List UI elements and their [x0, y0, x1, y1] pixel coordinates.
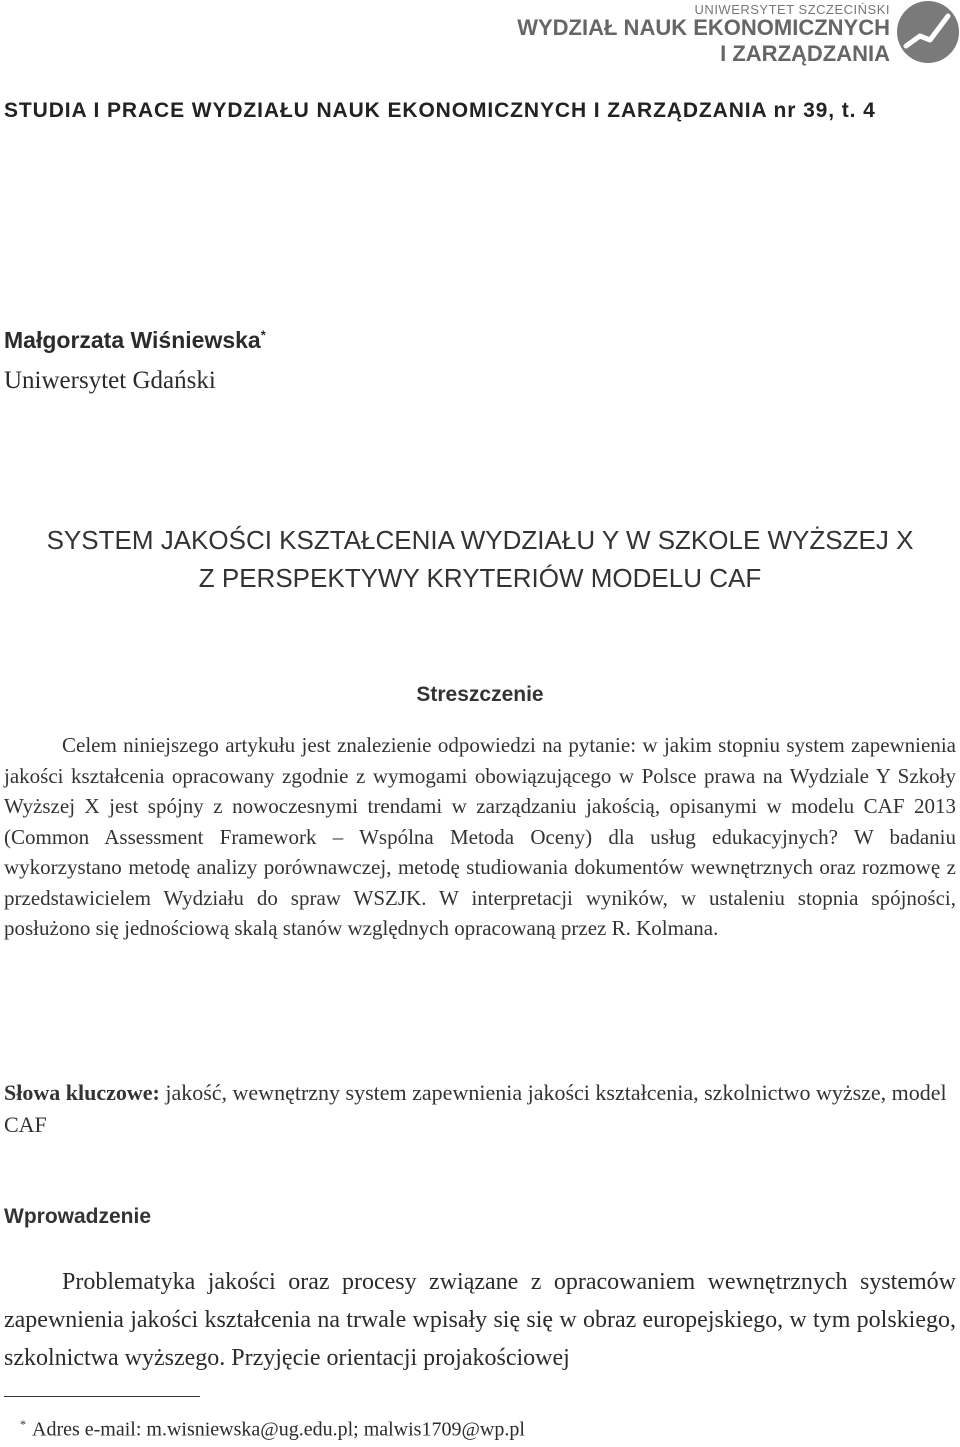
keywords-label: Słowa kluczowe: — [4, 1080, 160, 1105]
keywords — [4, 1077, 956, 1141]
footnote-divider — [4, 1396, 200, 1397]
footnote-mark: * — [20, 1417, 26, 1431]
abstract-heading: Streszczenie — [416, 683, 544, 706]
author-name: Małgorzata Wiśniewska* — [4, 327, 266, 353]
author-affiliation: Uniwersytet Gdański — [4, 367, 216, 394]
university-logo — [0, 0, 960, 70]
abstract-text: Celem niniejszego artykułu jest znalezienie odpowiedzi na pytanie: w jakim stopniu system zapewnienia jakości kształcenia opracowany zgodnie z wymogami obowiązującego w Polsce prawa na Wydziale Y Szkoły Wyższej X jest spójny z nowoczesnymi trendami w zarządzaniu jakością, opisanymi w modelu CAF 2013 (Common Assessment Framework – Wspólna Metoda Oceny) dla usług edukacyjnych? W badaniu wykorzystano metodę analizy porównawczej, metodę studiowania dokumentów wewnętrznych oraz rozmowę z przedstawicielem Wydziału do spraw WSZJK. W interpretacji wyników, w ustaleniu stopnia spójności, posłużono się jednościową skalą stanów względnych opracowaną przez R. Kolmana. — [4, 733, 956, 940]
footnote-text: Adres e-mail: m.wisniewska@ug.edu.pl; malwis1709@wp.pl — [32, 1418, 525, 1441]
logo-university-name: UNIWERSYTET SZCZECIŃSKI — [694, 2, 890, 17]
footnote — [20, 1417, 525, 1442]
logo-growth-mark-icon — [896, 0, 960, 64]
introduction-text: Problematyka jakości oraz procesy związane z opracowaniem wewnętrznych systemów zapewnienia jakości kształcenia na trwale wpisały się się w obraz europejskiego, w tym polskiego, szkolnictwa wyższego. Przyjęcie orientacji projakościowej — [4, 1269, 956, 1371]
logo-faculty-line1: WYDZIAŁ NAUK EKONOMICZNYCH — [517, 15, 890, 40]
author-footnote-mark: * — [260, 327, 266, 343]
paper-title-line2: Z PERSPEKTYWY KRYTERIÓW MODELU CAF — [198, 563, 762, 593]
series-title: STUDIA I PRACE WYDZIAŁU NAUK EKONOMICZNYCH I ZARZĄDZANIA nr 39, t. 4 — [4, 99, 876, 122]
logo-faculty-line2: I ZARZĄDZANIA — [720, 41, 890, 66]
abstract-body — [4, 730, 956, 944]
keywords-text: jakość, wewnętrzny system zapewnienia jakości kształcenia, szkolnictwo wyższe, model CAF — [4, 1080, 947, 1137]
paper-title — [0, 521, 960, 597]
introduction-body — [4, 1263, 956, 1377]
introduction-heading: Wprowadzenie — [4, 1205, 152, 1228]
paper-title-line1: SYSTEM JAKOŚCI KSZTAŁCENIA WYDZIAŁU Y W SZKOLE WYŻSZEJ X — [46, 525, 914, 555]
